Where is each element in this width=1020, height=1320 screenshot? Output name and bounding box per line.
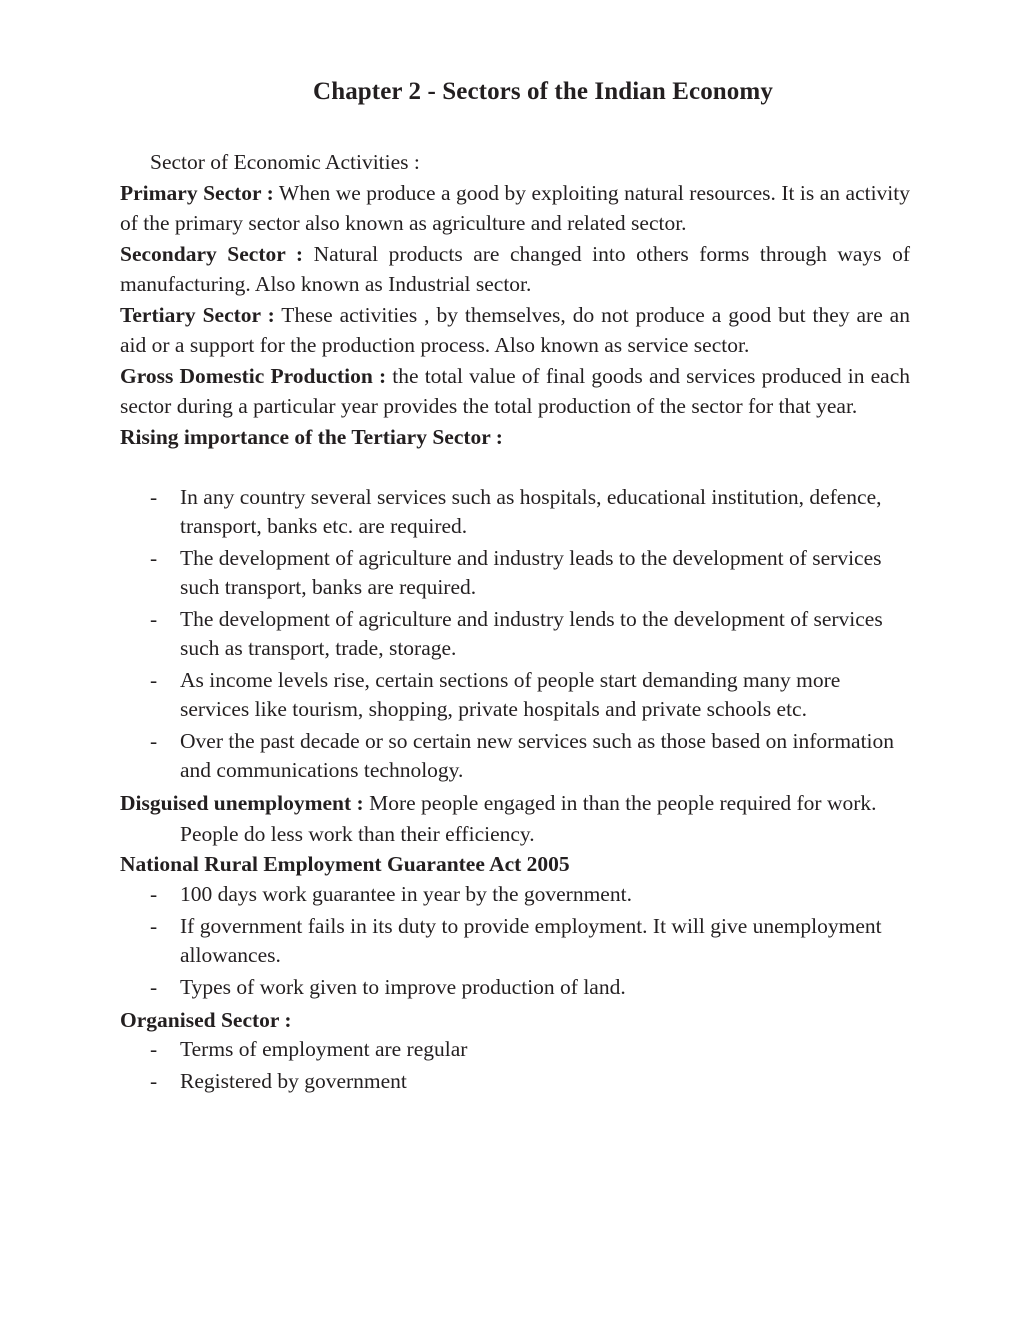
list-item-text: As income levels rise, certain sections of people start demanding many more services like tourism, shopping, private hospitals and private schools etc. (180, 668, 841, 721)
list-item (120, 1067, 910, 1096)
primary-sector-definition (120, 178, 910, 239)
list-item (120, 880, 910, 909)
list-item (120, 605, 910, 663)
dash-bullet: - (150, 485, 158, 509)
dash-bullet: - (150, 729, 158, 753)
intro-line: Sector of Economic Activities : (150, 150, 420, 174)
list-item (120, 483, 910, 541)
primary-sector-term: Primary Sector : (120, 180, 274, 205)
secondary-sector-term: Secondary Sector : (120, 241, 304, 266)
dash-bullet: - (150, 1037, 158, 1061)
dash-bullet: - (150, 913, 158, 938)
tertiary-sector-text: These activities , by themselves, do not produce a good but they are an aid or a support for the production process. Also known as service sector. (120, 302, 910, 357)
list-item (120, 912, 910, 970)
dash-bullet: - (150, 607, 158, 631)
dash-bullet: - (150, 1069, 158, 1093)
list-item (120, 666, 910, 724)
list-item-text: Over the past decade or so certain new services such as those based on information and communications technology. (180, 729, 895, 782)
gdp-term: Gross Domestic Production : (120, 363, 387, 388)
dash-bullet: - (150, 668, 158, 692)
dash-bullet: - (150, 546, 158, 570)
list-item-text: 100 days work guarantee in year by the government. (180, 881, 632, 906)
list-item-text: Terms of employment are regular (180, 1037, 468, 1061)
list-item-text: In any country several services such as hospitals, educational institution, defence, transport, banks etc. are required. (180, 485, 882, 538)
nrega-list (120, 880, 910, 1002)
document-body (120, 147, 910, 1099)
tertiary-sector-term: Tertiary Sector : (120, 302, 275, 327)
page-title: Chapter 2 - Sectors of the Indian Economy (313, 78, 773, 105)
disguised-unemployment-text: More people engaged in than the people required for work. People do less work than their efficiency. (180, 791, 877, 846)
secondary-sector-definition (120, 239, 910, 300)
list-item (120, 727, 910, 785)
spacer (120, 452, 910, 483)
primary-sector-text: When we produce a good by exploiting natural resources. It is an activity of the primary sector also known as agriculture and related sector. (120, 180, 911, 235)
disguised-unemployment-term: Disguised unemployment : (120, 791, 364, 815)
list-item-text: The development of agriculture and industry leads to the development of services such transport, banks are required. (180, 546, 882, 599)
gdp-definition (120, 361, 910, 422)
dash-bullet: - (150, 881, 158, 906)
dash-bullet: - (150, 974, 158, 999)
disguised-unemployment-definition (120, 788, 910, 849)
gdp-text: the total value of final goods and services produced in each sector during a particular year provides the total production of the sector for that year. (120, 363, 910, 418)
rising-tertiary-list (120, 483, 910, 785)
nrega-heading: National Rural Employment Guarantee Act 2005 (120, 852, 570, 876)
secondary-sector-text: Natural products are changed into others forms through ways of manufacturing. Also known as Industrial sector. (120, 241, 910, 296)
list-item (120, 973, 910, 1002)
list-item-text: Types of work given to improve production of land. (180, 974, 626, 999)
list-item-text: Registered by government (180, 1069, 407, 1093)
list-item (120, 544, 910, 602)
tertiary-sector-definition (120, 300, 910, 361)
list-item-text: If government fails in its duty to provide employment. It will give unemployment allowances. (180, 913, 882, 967)
organised-sector-heading: Organised Sector : (120, 1007, 292, 1032)
list-item (120, 1035, 910, 1064)
list-item-text: The development of agriculture and industry lends to the development of services such as transport, trade, storage. (180, 607, 883, 660)
organised-sector-list (120, 1035, 910, 1096)
rising-tertiary-heading: Rising importance of the Tertiary Sector : (120, 424, 503, 449)
